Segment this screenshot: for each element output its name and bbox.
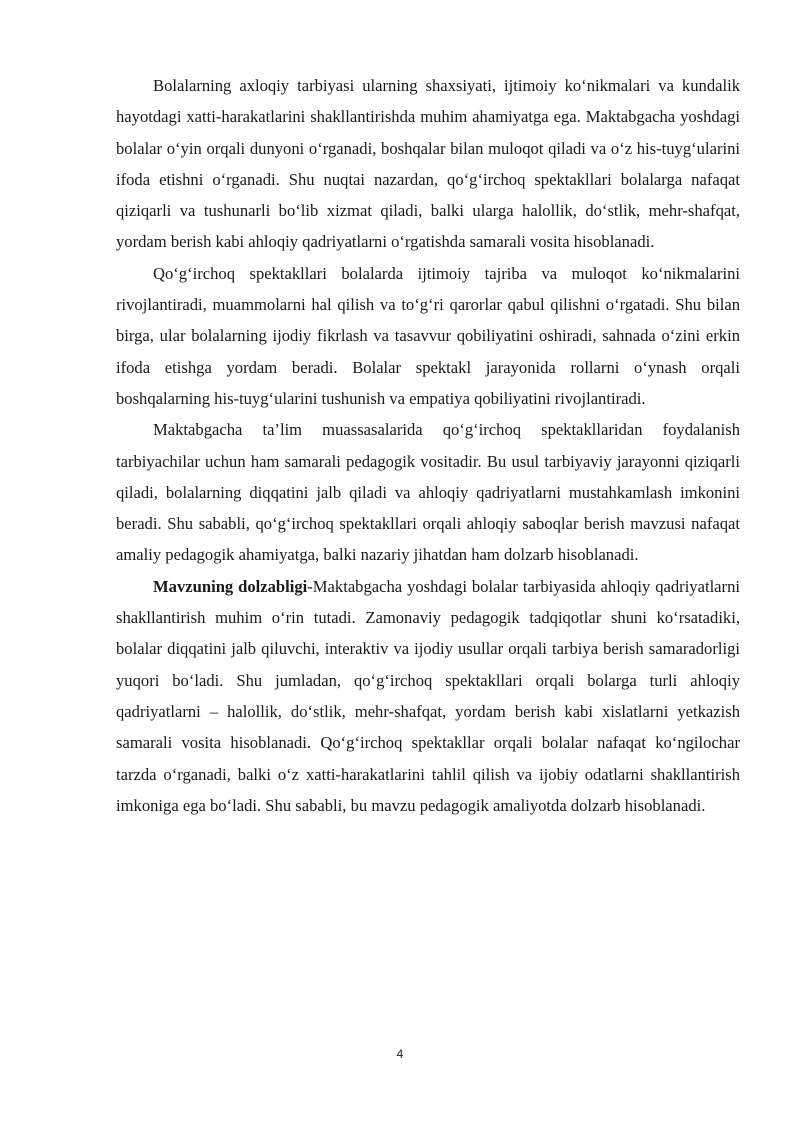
page-body (116, 70, 740, 821)
paragraph-preschool-education (116, 414, 740, 570)
paragraph-text: Qo‘g‘irchoq spektakllari bolalarda ijtimoiy tajriba va muloqot ko‘nikmalarini rivojlantiradi, muammolarni hal qilish va to‘g‘ri qarorlar qabul qilishni o‘rgatadi. Shu bilan birga, ular bolalarning ijodiy fikrlash va tasavvur qobiliyatini oshiradi, sahnada o‘zini erkin ifoda etishga yordam beradi. Bolalar spektakl jarayonida rollarni o‘ynash orqali boshqalarning his-tuyg‘ularini tushunish va empatiya qobiliyatini rivojlantiradi. (116, 263, 740, 408)
paragraph-text: Maktabgacha ta’lim muassasalarida qo‘g‘irchoq spektakllaridan foydalanish tarbiyachilar uchun ham samarali pedagogik vositadir. Bu usul tarbiyaviy jarayonni qiziqarli qiladi, bolalarning diqqatini jalb qiladi va ahloqiy qadriyatlarni mustahkamlash imkonini beradi. Shu sababli, qo‘g‘irchoq spektakllari orqali ahloqiy saboqlar berish mavzusi nafaqat amaliy pedagogik ahamiyatga, balki nazariy jihatdan ham dolzarb hisoblanadi. (116, 420, 740, 565)
paragraph-text: -Maktabgacha yoshdagi bolalar tarbiyasida ahloqiy qadriyatlarni shakllantirish muhim o‘rin tutadi. Zamonaviy pedagogik tadqiqotlar shuni ko‘rsatadiki, bolalar diqqatini jalb qiluvchi, interaktiv va ijodiy usullar orqali tarbiya berish samaradorligi yuqori bo‘ladi. Shu jumladan, qo‘g‘irchoq spektakllari orqali bolarga turli ahloqiy qadriyatlarni – halollik, do‘stlik, mehr-shafqat, yordam berish kabi xislatlarni yetkazish samarali vosita hisoblanadi. Qo‘g‘irchoq spektakllar orqali bolalar nafaqat ko‘ngilochar tarzda o‘rganadi, balki o‘z xatti-harakatlarini tahlil qilish va ijobiy odatlarni shakllantirish imkoniga ega bo‘ladi. Shu sababli, bu mavzu pedagogik amaliyotda dolzarb hisoblanadi. (116, 576, 740, 815)
page-number: 4 (396, 1047, 404, 1061)
paragraph-lead-heading: Mavzuning dolzabligi (153, 576, 308, 596)
paragraph-puppet-shows (116, 258, 740, 414)
paragraph-text: Bolalarning axloqiy tarbiyasi ularning shaxsiyati, ijtimoiy ko‘nikmalari va kundalik hayotdagi xatti-harakatlarini shakllantirishda muhim ahamiyatga ega. Maktabgacha yoshdagi bolalar o‘yin orqali dunyoni o‘rganadi, boshqalar bilan muloqot qiladi va o‘z his-tuyg‘ularini ifoda etishni o‘rganadi. Shu nuqtai nazardan, qo‘g‘irchoq spektakllari bolalarga nafaqat qiziqarli va tushunarli bo‘lib xizmat qiladi, balki ularga halollik, do‘stlik, mehr-shafqat, yordam berish kabi ahloqiy qadriyatlarni o‘rgatishda samarali vosita hisoblanadi. (116, 76, 740, 252)
paragraph-intro (116, 70, 740, 258)
paragraph-relevance (116, 571, 740, 821)
